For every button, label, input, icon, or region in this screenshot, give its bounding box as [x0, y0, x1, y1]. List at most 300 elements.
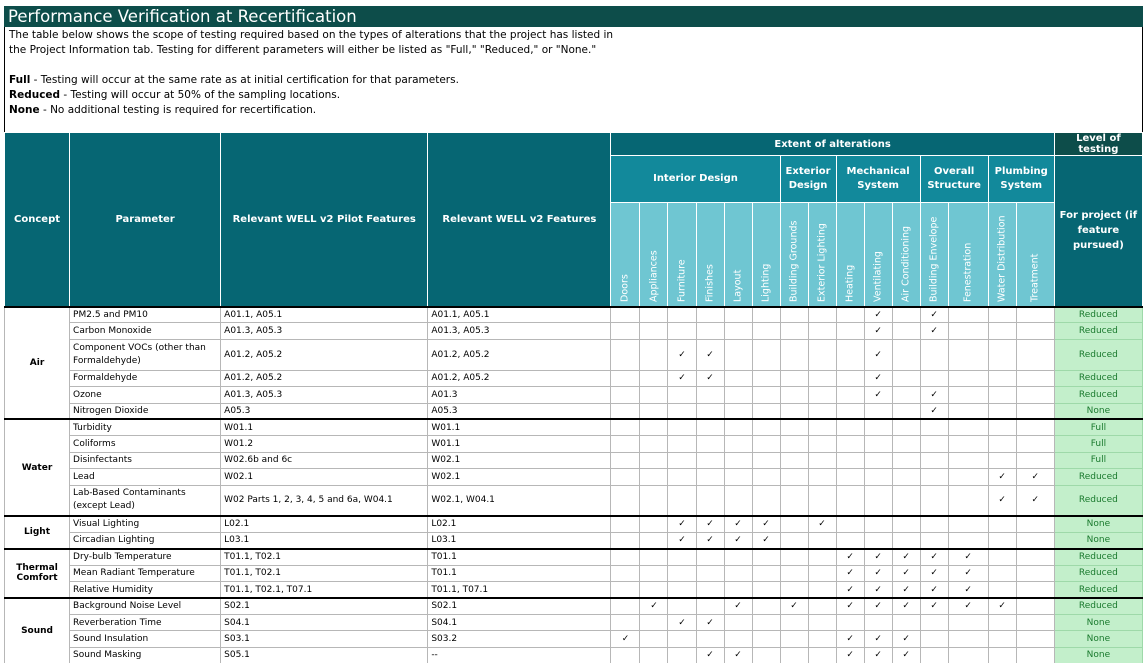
- parameter-cell: Circadian Lighting: [70, 532, 221, 548]
- check-cell: [836, 339, 864, 370]
- check-cell: [988, 647, 1016, 663]
- check-cell: [668, 582, 696, 598]
- check-cell: [920, 403, 948, 419]
- check-mark-icon: ✓: [846, 650, 854, 661]
- check-cell: [808, 647, 836, 663]
- table-row: [5, 647, 1143, 663]
- check-cell: [864, 485, 892, 516]
- check-cell: [808, 532, 836, 548]
- check-cell: [920, 631, 948, 647]
- check-cell: [948, 469, 988, 485]
- check-cell: [948, 419, 988, 435]
- table-row: [5, 370, 1143, 386]
- check-cell: [864, 452, 892, 468]
- pilot-feature-cell: W02 Parts 1, 2, 3, 4, 5 and 6a, W04.1: [221, 485, 428, 516]
- check-cell: [752, 532, 780, 548]
- check-mark-icon: ✓: [902, 633, 910, 644]
- check-cell: [724, 387, 752, 403]
- parameter-cell: Sound Masking: [70, 647, 221, 663]
- check-cell: [920, 387, 948, 403]
- legend-none-label: None: [9, 104, 40, 116]
- parameter-cell: Mean Radiant Temperature: [70, 565, 221, 581]
- check-mark-icon: ✓: [706, 650, 714, 661]
- check-cell: [808, 631, 836, 647]
- check-cell: [696, 614, 724, 630]
- check-cell: [1016, 469, 1054, 485]
- check-cell: [668, 403, 696, 419]
- check-cell: [611, 370, 640, 386]
- check-cell: [808, 582, 836, 598]
- check-cell: [864, 631, 892, 647]
- legend-none: [9, 103, 1138, 118]
- check-cell: [892, 647, 920, 663]
- check-cell: [988, 532, 1016, 548]
- check-mark-icon: ✓: [930, 406, 938, 416]
- check-cell: [808, 339, 836, 370]
- pilot-feature-cell: S05.1: [221, 647, 428, 663]
- header-col-finishes: [696, 203, 724, 307]
- v2-feature-cell: T01.1, T07.1: [428, 582, 611, 598]
- check-mark-icon: ✓: [930, 309, 938, 320]
- check-mark-icon: ✓: [998, 495, 1006, 506]
- check-mark-icon: ✓: [1031, 495, 1039, 506]
- check-cell: [948, 582, 988, 598]
- header-col-label: Appliances: [648, 249, 660, 302]
- check-cell: [696, 370, 724, 386]
- check-cell: [696, 452, 724, 468]
- check-mark-icon: ✓: [846, 552, 854, 563]
- check-cell: [640, 582, 668, 598]
- table-row: [5, 614, 1143, 630]
- check-cell: [1016, 452, 1054, 468]
- check-cell: [1016, 516, 1054, 532]
- header-col-label: Exterior Lighting: [816, 222, 828, 302]
- parameter-cell: Formaldehyde: [70, 370, 221, 386]
- check-cell: [892, 582, 920, 598]
- header-col-label: Doors: [619, 273, 631, 302]
- check-mark-icon: ✓: [902, 601, 910, 612]
- check-cell: [640, 436, 668, 452]
- table-row: [5, 307, 1143, 323]
- check-cell: [948, 614, 988, 630]
- check-cell: [864, 582, 892, 598]
- pilot-feature-cell: W02.1: [221, 469, 428, 485]
- check-cell: [892, 598, 920, 614]
- check-cell: [696, 403, 724, 419]
- check-cell: [668, 307, 696, 323]
- pilot-feature-cell: A01.2, A05.2: [221, 339, 428, 370]
- table-row: [5, 323, 1143, 339]
- check-cell: [808, 469, 836, 485]
- check-cell: [611, 387, 640, 403]
- v2-feature-cell: --: [428, 647, 611, 663]
- check-cell: [808, 323, 836, 339]
- parameter-cell: Coliforms: [70, 436, 221, 452]
- check-mark-icon: ✓: [846, 601, 854, 612]
- parameter-cell: Relative Humidity: [70, 582, 221, 598]
- page-title: Performance Verification at Recertification: [4, 6, 1143, 27]
- check-cell: [752, 565, 780, 581]
- check-cell: [724, 532, 752, 548]
- check-cell: [611, 532, 640, 548]
- check-mark-icon: ✓: [874, 389, 882, 400]
- check-cell: [808, 565, 836, 581]
- check-cell: [808, 485, 836, 516]
- check-mark-icon: ✓: [706, 373, 714, 384]
- check-cell: [724, 307, 752, 323]
- check-mark-icon: ✓: [678, 535, 686, 546]
- check-mark-icon: ✓: [874, 633, 882, 644]
- check-cell: [611, 323, 640, 339]
- intro-text: [4, 27, 1143, 132]
- v2-feature-cell: S04.1: [428, 614, 611, 630]
- check-cell: [780, 370, 808, 386]
- check-cell: [724, 403, 752, 419]
- check-cell: [808, 614, 836, 630]
- table-row: [5, 485, 1143, 516]
- header-col-layout: [724, 203, 752, 307]
- check-cell: [920, 532, 948, 548]
- check-cell: [808, 436, 836, 452]
- check-cell: [752, 419, 780, 435]
- parameter-cell: Turbidity: [70, 419, 221, 435]
- check-cell: [724, 631, 752, 647]
- check-cell: [836, 631, 864, 647]
- check-cell: [640, 469, 668, 485]
- check-cell: [752, 307, 780, 323]
- check-cell: [668, 469, 696, 485]
- check-mark-icon: ✓: [706, 617, 714, 628]
- check-mark-icon: ✓: [964, 601, 972, 612]
- concept-cell: Water: [5, 419, 70, 516]
- check-cell: [836, 549, 864, 565]
- testing-level-cell: Reduced: [1054, 339, 1142, 370]
- parameter-cell: Component VOCs (other than Formaldehyde): [70, 339, 221, 370]
- check-cell: [948, 631, 988, 647]
- header-col-label: Treatment: [1029, 253, 1041, 302]
- check-mark-icon: ✓: [734, 650, 742, 661]
- check-cell: [611, 307, 640, 323]
- header-col-label: Ventilating: [872, 250, 884, 302]
- check-cell: [752, 485, 780, 516]
- check-cell: [892, 516, 920, 532]
- check-cell: [611, 419, 640, 435]
- check-cell: [948, 403, 988, 419]
- check-cell: [836, 614, 864, 630]
- check-cell: [1016, 387, 1054, 403]
- header-col-furniture: [668, 203, 696, 307]
- pilot-feature-cell: A01.1, A05.1: [221, 307, 428, 323]
- check-cell: [988, 323, 1016, 339]
- check-cell: [808, 516, 836, 532]
- table-row: [5, 339, 1143, 370]
- pilot-feature-cell: T01.1, T02.1: [221, 565, 428, 581]
- check-cell: [780, 614, 808, 630]
- testing-level-cell: Reduced: [1054, 485, 1142, 516]
- check-cell: [920, 436, 948, 452]
- header-col-doors: [611, 203, 640, 307]
- check-cell: [836, 532, 864, 548]
- check-cell: [988, 469, 1016, 485]
- check-cell: [988, 452, 1016, 468]
- check-cell: [808, 452, 836, 468]
- check-cell: [668, 532, 696, 548]
- check-cell: [611, 452, 640, 468]
- check-cell: [696, 598, 724, 614]
- check-cell: [752, 598, 780, 614]
- pilot-feature-cell: A01.2, A05.2: [221, 370, 428, 386]
- check-mark-icon: ✓: [998, 601, 1006, 612]
- check-cell: [696, 387, 724, 403]
- check-cell: [611, 339, 640, 370]
- check-cell: [724, 614, 752, 630]
- check-cell: [808, 387, 836, 403]
- pilot-feature-cell: S02.1: [221, 598, 428, 614]
- concept-cell: Light: [5, 516, 70, 549]
- check-cell: [836, 485, 864, 516]
- check-cell: [640, 532, 668, 548]
- parameter-cell: Nitrogen Dioxide: [70, 403, 221, 419]
- check-cell: [988, 370, 1016, 386]
- pilot-feature-cell: W02.6b and 6c: [221, 452, 428, 468]
- check-cell: [611, 582, 640, 598]
- table-row: [5, 403, 1143, 419]
- check-cell: [668, 323, 696, 339]
- check-cell: [892, 436, 920, 452]
- check-cell: [724, 485, 752, 516]
- check-cell: [780, 419, 808, 435]
- check-cell: [920, 307, 948, 323]
- check-cell: [808, 307, 836, 323]
- check-cell: [696, 582, 724, 598]
- check-cell: [780, 403, 808, 419]
- check-cell: [948, 370, 988, 386]
- header-for-project: For project (if feature pursued): [1054, 156, 1142, 307]
- check-cell: [808, 370, 836, 386]
- check-cell: [948, 516, 988, 532]
- check-cell: [988, 485, 1016, 516]
- check-cell: [836, 307, 864, 323]
- check-mark-icon: ✓: [930, 584, 938, 595]
- check-cell: [920, 647, 948, 663]
- check-cell: [668, 565, 696, 581]
- check-cell: [864, 549, 892, 565]
- v2-feature-cell: W02.1: [428, 469, 611, 485]
- check-cell: [836, 387, 864, 403]
- concept-cell: Thermal Comfort: [5, 549, 70, 598]
- check-mark-icon: ✓: [678, 373, 686, 384]
- check-cell: [724, 419, 752, 435]
- check-cell: [948, 549, 988, 565]
- check-cell: [724, 323, 752, 339]
- v2-feature-cell: A01.3: [428, 387, 611, 403]
- check-cell: [780, 452, 808, 468]
- check-cell: [724, 469, 752, 485]
- check-cell: [864, 598, 892, 614]
- check-cell: [640, 403, 668, 419]
- check-cell: [892, 469, 920, 485]
- check-cell: [892, 614, 920, 630]
- check-cell: [696, 339, 724, 370]
- header-group-interior-design: Interior Design: [611, 156, 780, 203]
- check-mark-icon: ✓: [734, 601, 742, 612]
- legend-full-label: Full: [9, 74, 31, 86]
- check-cell: [892, 307, 920, 323]
- check-cell: [780, 516, 808, 532]
- check-cell: [724, 565, 752, 581]
- check-cell: [1016, 532, 1054, 548]
- check-cell: [668, 339, 696, 370]
- testing-level-cell: Reduced: [1054, 370, 1142, 386]
- check-cell: [611, 549, 640, 565]
- check-cell: [836, 452, 864, 468]
- table-row: [5, 452, 1143, 468]
- check-cell: [640, 485, 668, 516]
- check-cell: [724, 339, 752, 370]
- check-mark-icon: ✓: [930, 326, 938, 337]
- header-col-heating: [836, 203, 864, 307]
- header-col-treatment: [1016, 203, 1054, 307]
- check-cell: [780, 387, 808, 403]
- check-mark-icon: ✓: [734, 535, 742, 546]
- check-cell: [892, 370, 920, 386]
- check-cell: [988, 565, 1016, 581]
- header-col-label: Finishes: [704, 263, 716, 302]
- check-cell: [780, 549, 808, 565]
- check-cell: [892, 419, 920, 435]
- check-cell: [696, 532, 724, 548]
- header-col-building-grounds: [780, 203, 808, 307]
- check-cell: [948, 565, 988, 581]
- pilot-feature-cell: A01.3, A05.3: [221, 387, 428, 403]
- check-cell: [668, 647, 696, 663]
- check-cell: [948, 598, 988, 614]
- check-mark-icon: ✓: [762, 535, 770, 546]
- check-cell: [780, 647, 808, 663]
- header-extent-of-alterations: Extent of alterations: [611, 133, 1054, 156]
- testing-level-cell: Full: [1054, 436, 1142, 452]
- check-cell: [752, 436, 780, 452]
- check-cell: [780, 323, 808, 339]
- check-mark-icon: ✓: [964, 552, 972, 563]
- check-mark-icon: ✓: [874, 309, 882, 320]
- intro-line-1: The table below shows the scope of testing required based on the types of alterations that the project has listed in: [9, 29, 614, 41]
- check-cell: [920, 516, 948, 532]
- check-cell: [864, 370, 892, 386]
- testing-level-cell: Full: [1054, 419, 1142, 435]
- concept-cell: Air: [5, 307, 70, 420]
- check-cell: [752, 387, 780, 403]
- check-mark-icon: ✓: [790, 601, 798, 612]
- check-mark-icon: ✓: [874, 584, 882, 595]
- check-cell: [864, 307, 892, 323]
- check-cell: [1016, 549, 1054, 565]
- legend-reduced-label: Reduced: [9, 89, 61, 101]
- header-parameter: Parameter: [70, 133, 221, 307]
- check-mark-icon: ✓: [678, 349, 686, 360]
- check-cell: [836, 436, 864, 452]
- parameter-cell: Ozone: [70, 387, 221, 403]
- check-cell: [836, 598, 864, 614]
- check-cell: [780, 485, 808, 516]
- check-cell: [1016, 631, 1054, 647]
- check-cell: [920, 485, 948, 516]
- check-cell: [752, 370, 780, 386]
- check-cell: [920, 598, 948, 614]
- check-cell: [1016, 485, 1054, 516]
- check-mark-icon: ✓: [706, 535, 714, 546]
- check-cell: [696, 323, 724, 339]
- check-cell: [752, 631, 780, 647]
- check-mark-icon: ✓: [964, 568, 972, 579]
- header-col-label: Layout: [732, 269, 744, 302]
- check-cell: [988, 549, 1016, 565]
- check-cell: [668, 387, 696, 403]
- check-cell: [920, 370, 948, 386]
- testing-level-cell: None: [1054, 516, 1142, 532]
- check-cell: [864, 387, 892, 403]
- check-cell: [864, 339, 892, 370]
- check-cell: [920, 452, 948, 468]
- check-mark-icon: ✓: [818, 519, 826, 530]
- intro-line-2: the Project Information tab. Testing for different parameters will either be listed as "Full," "Reduced," or "None.": [9, 44, 597, 56]
- testing-level-cell: Reduced: [1054, 307, 1142, 323]
- check-cell: [696, 469, 724, 485]
- check-cell: [892, 565, 920, 581]
- testing-level-cell: Reduced: [1054, 469, 1142, 485]
- check-cell: [611, 403, 640, 419]
- check-cell: [696, 549, 724, 565]
- legend-full: [9, 73, 1138, 88]
- check-cell: [892, 323, 920, 339]
- check-cell: [696, 436, 724, 452]
- check-cell: [724, 436, 752, 452]
- testing-level-cell: Reduced: [1054, 598, 1142, 614]
- check-cell: [948, 436, 988, 452]
- header-col-label: Building Grounds: [788, 220, 800, 302]
- check-cell: [752, 403, 780, 419]
- testing-level-cell: None: [1054, 403, 1142, 419]
- check-cell: [808, 598, 836, 614]
- header-col-label: Lighting: [760, 263, 772, 302]
- header-col-fenestration: [948, 203, 988, 307]
- check-cell: [611, 436, 640, 452]
- check-mark-icon: ✓: [930, 568, 938, 579]
- header-group-overall-structure: Overall Structure: [920, 156, 988, 203]
- legend-full-text: - Testing will occur at the same rate as at initial certification for that parameters.: [30, 74, 459, 86]
- check-cell: [948, 485, 988, 516]
- check-cell: [864, 516, 892, 532]
- check-cell: [892, 403, 920, 419]
- check-cell: [611, 516, 640, 532]
- check-mark-icon: ✓: [706, 349, 714, 360]
- parameter-cell: Sound Insulation: [70, 631, 221, 647]
- check-mark-icon: ✓: [621, 633, 630, 644]
- header-col-appliances: [640, 203, 668, 307]
- check-mark-icon: ✓: [874, 552, 882, 563]
- table-row: [5, 387, 1143, 403]
- check-cell: [668, 485, 696, 516]
- check-cell: [640, 370, 668, 386]
- check-cell: [892, 387, 920, 403]
- check-cell: [668, 516, 696, 532]
- check-cell: [640, 631, 668, 647]
- header-col-exterior-lighting: [808, 203, 836, 307]
- check-mark-icon: ✓: [964, 584, 972, 595]
- check-mark-icon: ✓: [762, 519, 770, 530]
- check-mark-icon: ✓: [1031, 471, 1039, 482]
- pilot-feature-cell: W01.2: [221, 436, 428, 452]
